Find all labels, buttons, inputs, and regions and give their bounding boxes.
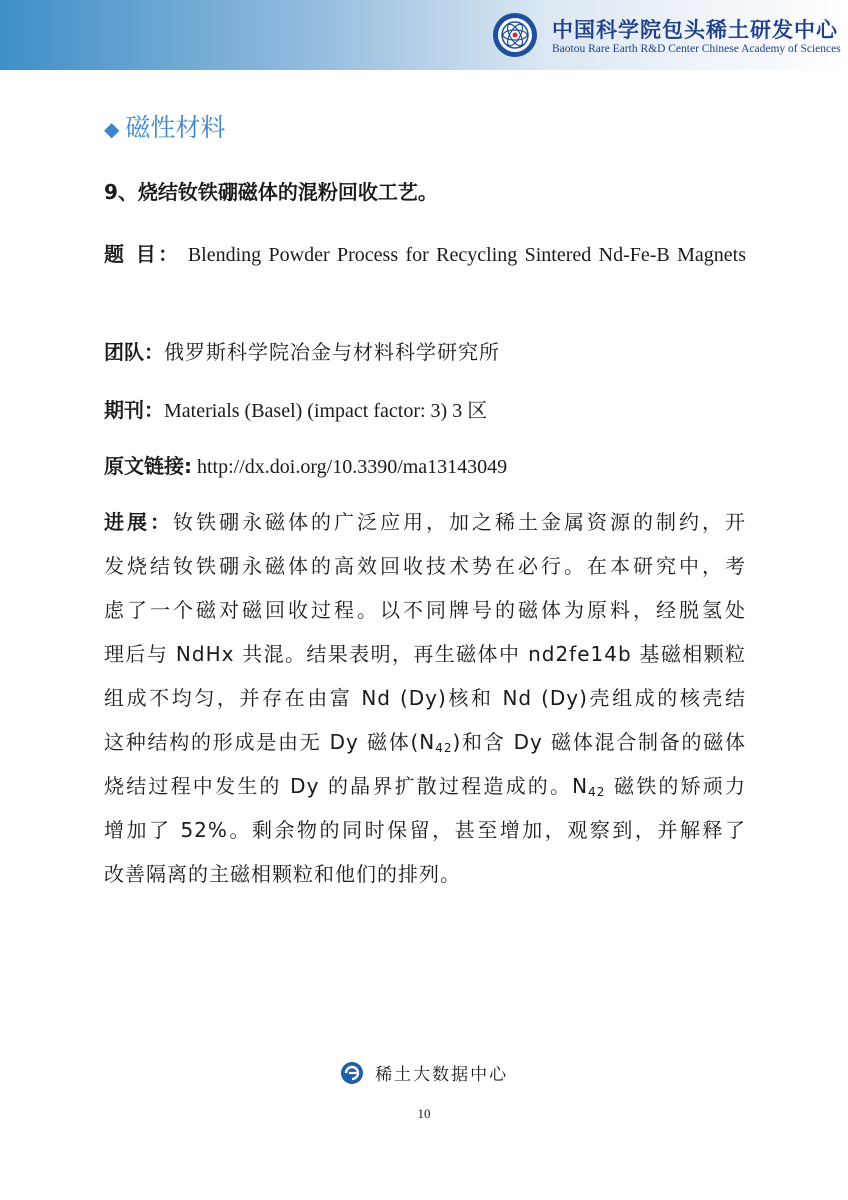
progress-line-3: 虑了一个磁对磁回收过程。以不同牌号的磁体为原料，经脱氢处 <box>104 598 746 622</box>
progress-line-8: 增加了 52%。剩余物的同时保留，甚至增加，观察到，并解释了 <box>104 818 746 842</box>
title-line-1 <box>104 232 746 276</box>
title-label: 题 目： <box>104 242 181 266</box>
diamond-bullet-icon: ◆ <box>104 117 120 141</box>
footer-brand-text: 稀土大数据中心 <box>375 1065 509 1085</box>
page-number: 10 <box>417 1106 431 1121</box>
journal-value: Materials (Basel) (impact factor: 3) 3 区 <box>164 400 488 422</box>
progress-label: 进展： <box>104 510 173 534</box>
team-label: 团队： <box>104 340 164 364</box>
title-field <box>104 232 746 276</box>
article-heading: 9、烧结钕铁硼磁体的混粉回收工艺。 <box>104 180 438 204</box>
team-field <box>104 330 746 375</box>
section-title: 磁性材料 <box>125 113 226 142</box>
section-heading <box>104 108 225 144</box>
rare-earth-data-logo-icon <box>340 1061 364 1085</box>
progress-line-2: 发烧结钕铁硼永磁体的高效回收技术势在必行。在本研究中，考 <box>104 554 746 578</box>
journal-label: 期刊： <box>104 398 164 422</box>
progress-line-4: 理后与 NdHx 共混。结果表明，再生磁体中 nd2fe14b 基磁相颗粒 <box>104 642 746 666</box>
progress-line-1: 进展：钕铁硼永磁体的广泛应用，加之稀土金属资源的制约，开 <box>104 510 746 534</box>
cas-emblem-icon <box>492 12 538 58</box>
progress-paragraph <box>104 500 746 896</box>
title-value: Blending Powder Process for Recycling Sintered Nd-Fe-B Magnets <box>187 244 746 266</box>
footer-brand <box>340 1060 508 1084</box>
org-name-cn: 中国科学院包头稀土研发中心 <box>552 17 838 42</box>
journal-field <box>104 388 746 433</box>
link-label: 原文链接: <box>104 454 192 478</box>
page-header-banner <box>0 0 848 70</box>
progress-line-7: 烧结过程中发生的 Dy 的晶界扩散过程造成的。$N_{42}$ 磁铁的矫顽力 <box>104 774 746 799</box>
link-value[interactable]: http://dx.doi.org/10.3390/ma13143049 <box>197 456 508 478</box>
link-field <box>104 444 746 489</box>
progress-line-9: 改善隔离的主磁相颗粒和他们的排列。 <box>104 862 461 886</box>
org-name-en: Baotou Rare Earth R&D Center Chinese Academy of Sciences <box>552 43 841 55</box>
progress-line-6: 这种结构的形成是由无 Dy 磁体$(N_{42})$和含 Dy 磁体混合制备的磁体 <box>104 730 746 755</box>
progress-line-5: 组成不均匀，并存在由富 Nd (Dy)核和 Nd (Dy)壳组成的核壳结 <box>104 686 746 710</box>
team-value: 俄罗斯科学院冶金与材料科学研究所 <box>164 340 500 364</box>
